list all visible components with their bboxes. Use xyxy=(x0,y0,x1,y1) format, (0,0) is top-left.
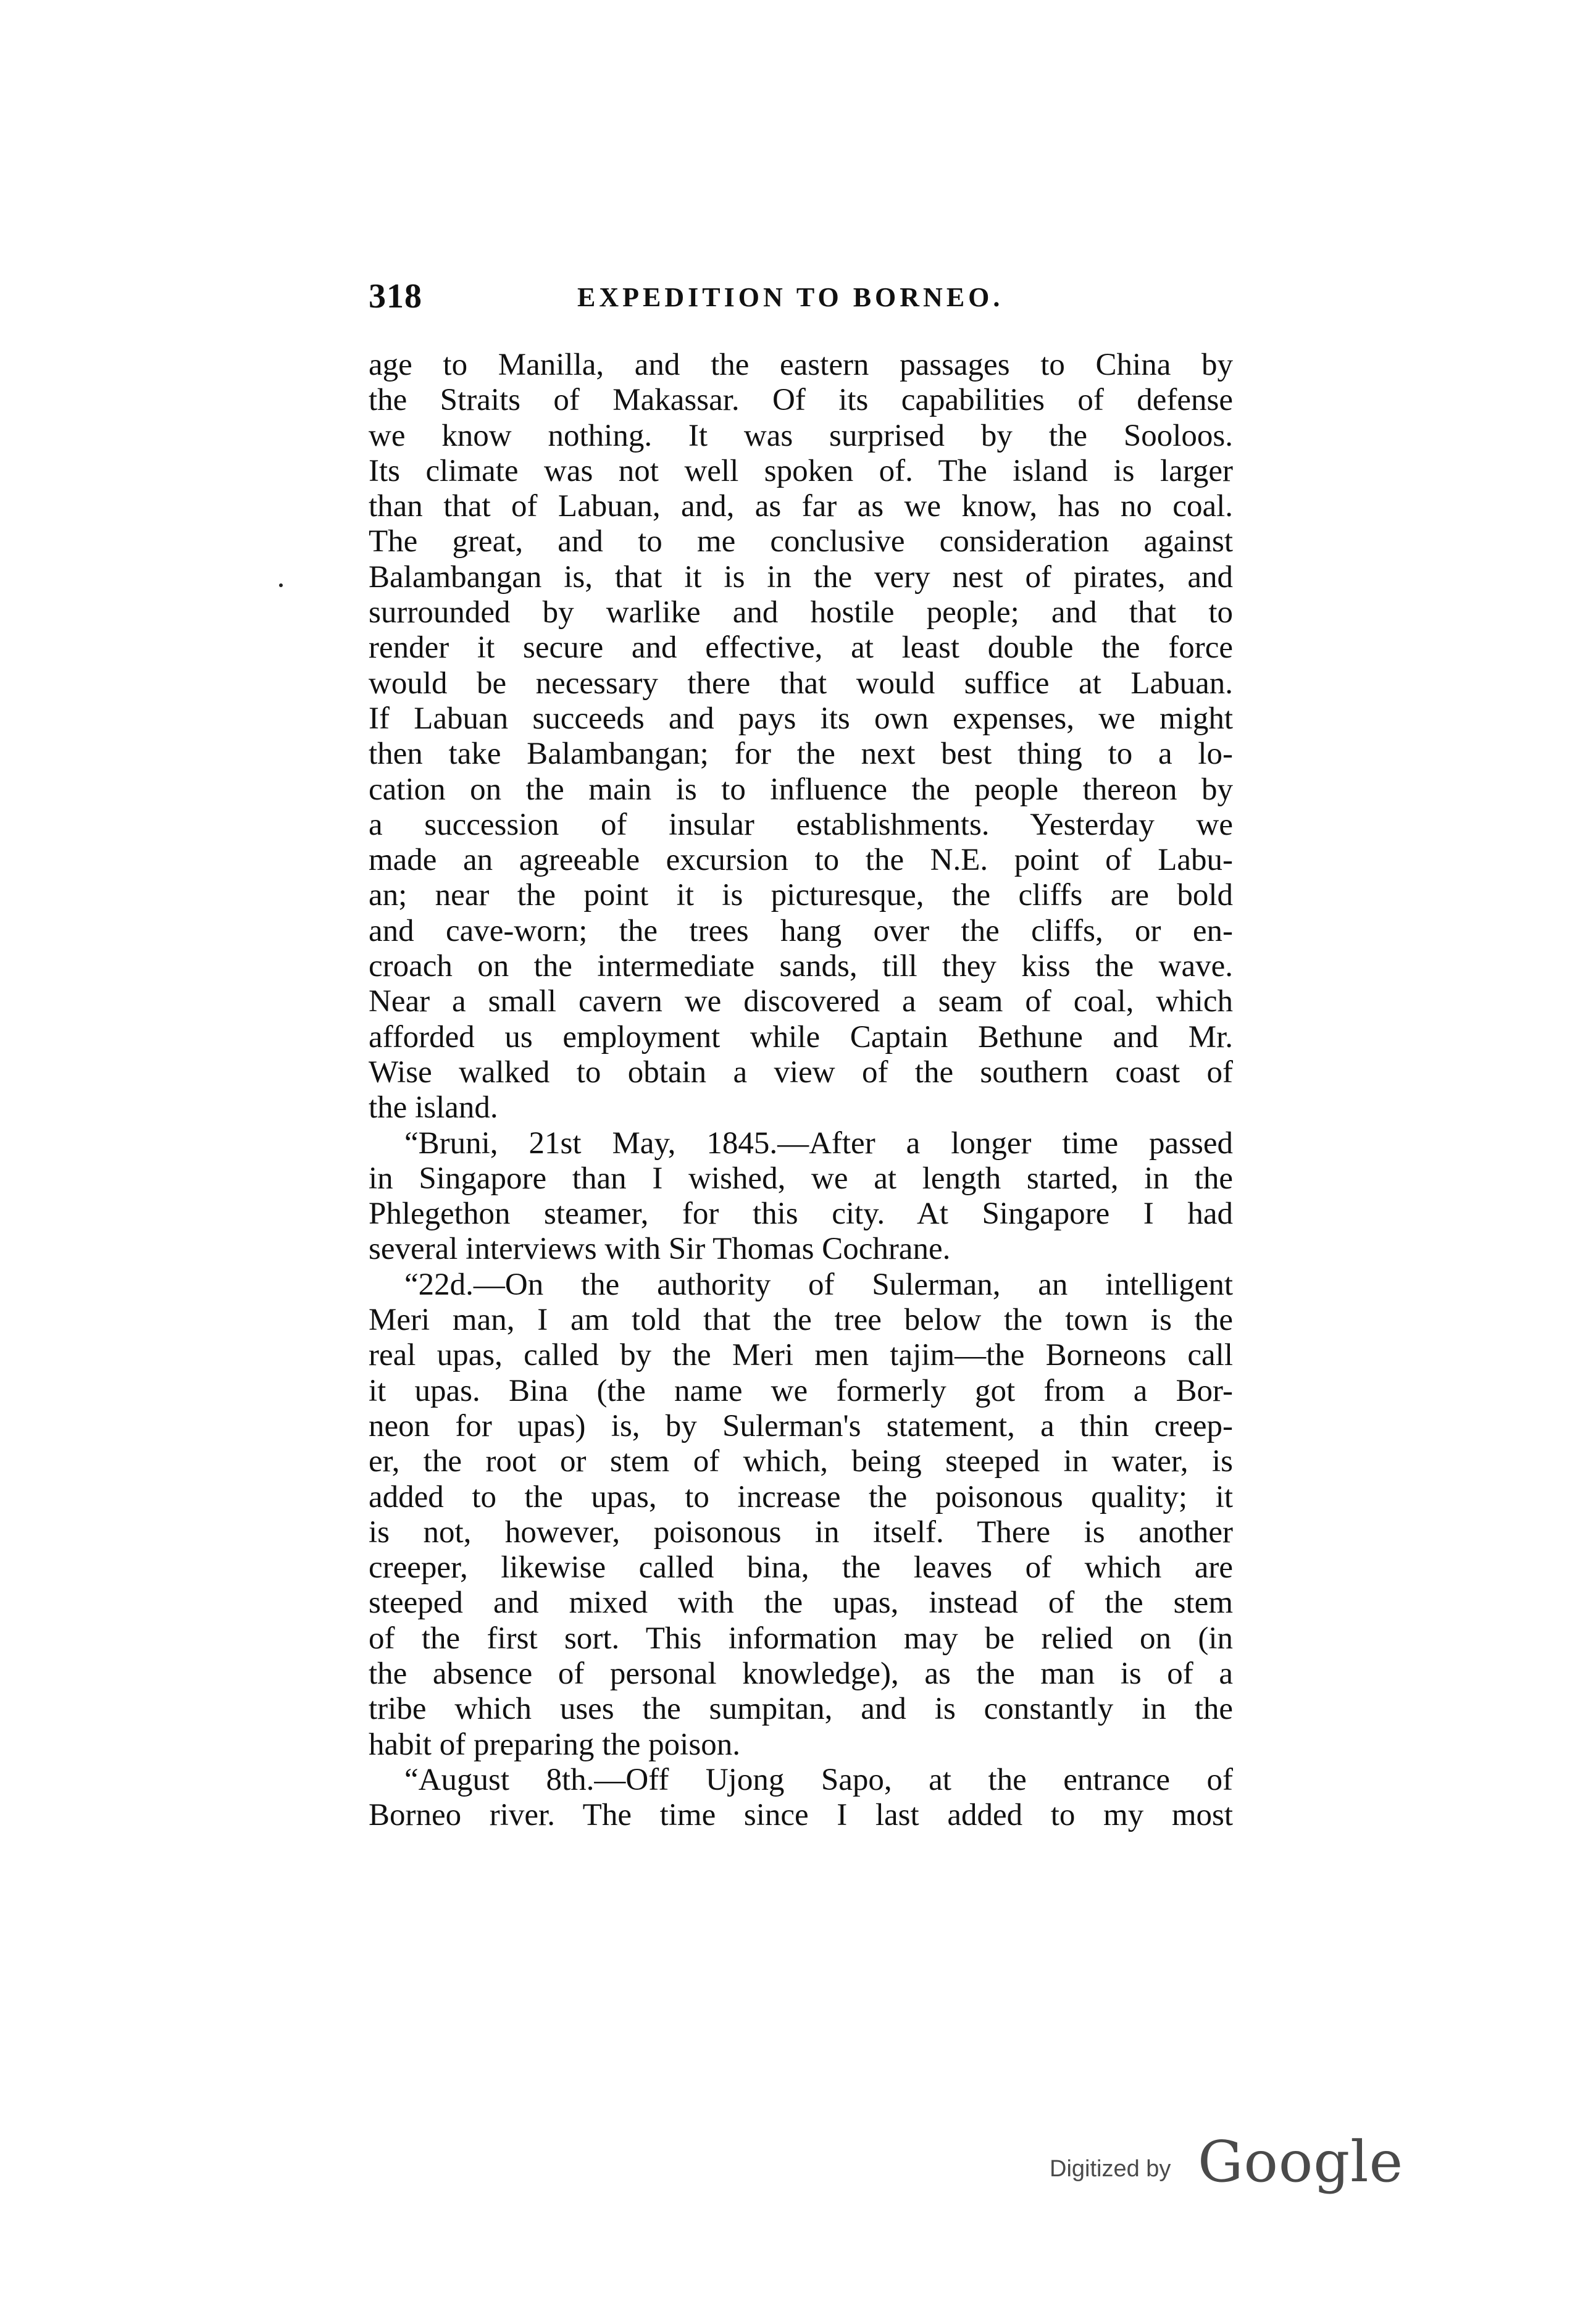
text-line: age to Manilla, and the eastern passages to China by xyxy=(369,348,1233,382)
text-line: tribe which uses the sumpitan, and is constantly in the xyxy=(369,1692,1233,1727)
text-line: Borneo river. The time since I last added to my most xyxy=(369,1798,1233,1833)
text-line: an; near the point it is picturesque, the cliffs are bold xyxy=(369,878,1233,913)
margin-dot xyxy=(279,583,283,587)
text-line: several interviews with Sir Thomas Cochrane. xyxy=(369,1232,951,1267)
text-line: cation on the main is to influence the people thereon by xyxy=(369,772,1233,807)
text-line: the island. xyxy=(369,1090,498,1126)
text-line: habit of preparing the poison. xyxy=(369,1727,740,1762)
text-line: “Bruni, 21st May, 1845.—After a longer time passed xyxy=(404,1126,1233,1161)
text-line: “22d.—On the authority of Sulerman, an intelligent xyxy=(404,1267,1233,1302)
text-line: “August 8th.—Off Ujong Sapo, at the entrance of xyxy=(404,1762,1233,1797)
text-line: real upas, called by the Meri men tajim—the Borneons call xyxy=(369,1338,1233,1373)
digitized-watermark xyxy=(1050,2124,1404,2198)
text-line: croach on the intermediate sands, till they kiss the wave. xyxy=(369,949,1233,984)
text-line: Wise walked to obtain a view of the southern coast of xyxy=(369,1055,1233,1090)
text-line: we know nothing. It was surprised by the Sooloos. xyxy=(369,418,1233,453)
text-line: creeper, likewise called bina, the leaves of which are xyxy=(369,1550,1233,1585)
text-line: than that of Labuan, and, as far as we know, has no coal. xyxy=(369,489,1233,524)
google-logo: Google xyxy=(1198,2129,1404,2195)
text-line: Phlegethon steamer, for this city. At Singapore I had xyxy=(369,1196,1233,1232)
text-line: neon for upas) is, by Sulerman's statement, a thin creep- xyxy=(369,1408,1233,1443)
text-line: is not, however, poisonous in itself. There is another xyxy=(369,1514,1233,1550)
text-line: afforded us employment while Captain Bethune and Mr. xyxy=(369,1019,1233,1055)
text-line: added to the upas, to increase the poisonous quality; it xyxy=(369,1479,1233,1514)
text-line: then take Balambangan; for the next best thing to a lo- xyxy=(369,737,1233,772)
text-line: the absence of personal knowledge), as the man is of a xyxy=(369,1656,1233,1691)
text-line: Its climate was not well spoken of. The island is larger xyxy=(369,453,1233,488)
text-line: The great, and to me conclusive consideration against xyxy=(369,524,1233,559)
text-line: render it secure and effective, at least double the force xyxy=(369,630,1233,666)
text-line: steeped and mixed with the upas, instead of the stem xyxy=(369,1585,1233,1621)
text-line: Near a small cavern we discovered a seam of coal, which xyxy=(369,984,1233,1019)
text-line: made an agreeable excursion to the N.E. point of Labu- xyxy=(369,843,1233,878)
text-line: in Singapore than I wished, we at length started, in the xyxy=(369,1161,1233,1196)
running-title: EXPEDITION TO BORNEO. xyxy=(577,282,1004,312)
text-line: Meri man, I am told that the tree below the town is the xyxy=(369,1303,1233,1338)
text-line: Balambangan is, that it is in the very nest of pirates, and xyxy=(369,559,1233,595)
text-line: and cave-worn; the trees hang over the cliffs, or en- xyxy=(369,913,1233,948)
body-text xyxy=(369,348,1233,1833)
text-line: it upas. Bina (the name we formerly got from a Bor- xyxy=(369,1373,1233,1408)
text-line: would be necessary there that would suffice at Labuan. xyxy=(369,666,1233,701)
page-number: 318 xyxy=(369,277,422,315)
digitized-by-label: Digitized by xyxy=(1050,2156,1171,2182)
text-line: surrounded by warlike and hostile people; and that to xyxy=(369,595,1233,630)
text-line: a succession of insular establishments. Yesterday we xyxy=(369,807,1233,842)
text-line: er, the root or stem of which, being steeped in water, is xyxy=(369,1444,1233,1479)
page-header xyxy=(369,277,1233,326)
text-line: If Labuan succeeds and pays its own expenses, we might xyxy=(369,701,1233,736)
text-line: the Straits of Makassar. Of its capabilities of defense xyxy=(369,383,1233,418)
text-line: of the first sort. This information may be relied on (in xyxy=(369,1621,1233,1656)
